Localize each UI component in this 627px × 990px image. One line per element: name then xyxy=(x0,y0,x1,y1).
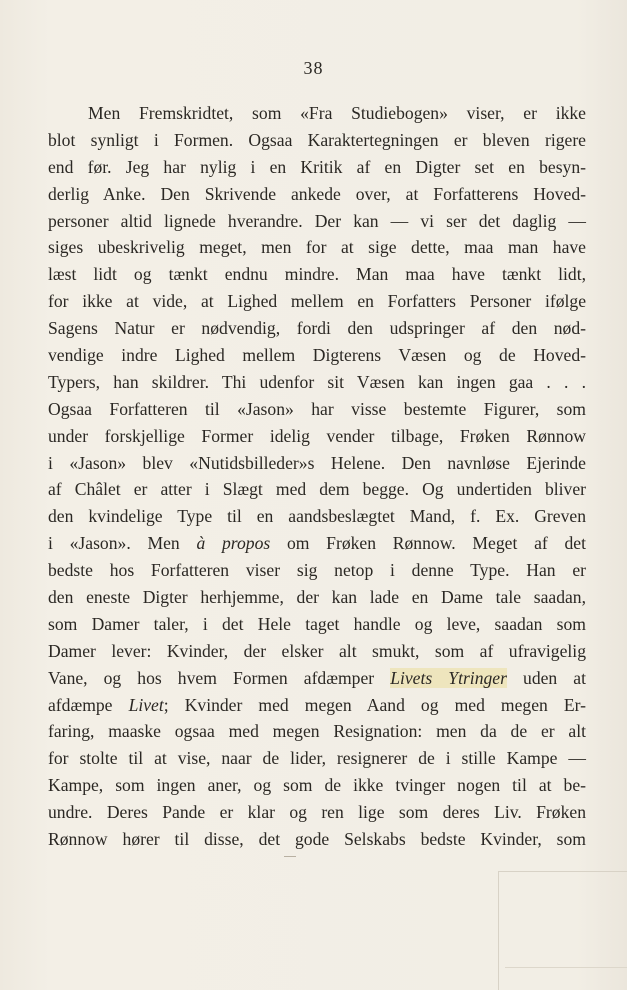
text-line: Kampe, som ingen aner, og som de ikke tvinger nogen til at be- xyxy=(48,775,586,796)
text-segment: om Frøken Rønnow. Meget af det xyxy=(270,533,586,554)
text-line-italic-phrase xyxy=(48,530,586,557)
text-line: under forskjellige Former idelig vender tilbage, Frøken Rønnow xyxy=(48,425,586,446)
page-number: 38 xyxy=(303,58,324,78)
text-line: Rønnow hører til disse, det gode Selskabs bedste Kvinder, som xyxy=(48,829,586,850)
text-line: læst lidt og tænkt endnu mindre. Man maa have tænkt lidt, xyxy=(48,264,586,285)
text-line: bedste hos Forfatteren viser sig netop i denne Type. Han er xyxy=(48,560,586,581)
text-line: Men Fremskridtet, som «Fra Studiebogen» viser, er ikke xyxy=(88,103,586,123)
text-line: for stolte til at vise, naar de lider, resignerer de i stille Kampe — xyxy=(48,748,586,769)
text-line: Sagens Natur er nødvendig, fordi den udspringer af den nød- xyxy=(48,318,586,339)
text-segment: uden at xyxy=(506,667,586,688)
text-line: Ogsaa Forfatteren til «Jason» har visse bestemte Figurer, som xyxy=(48,398,586,419)
text-line: den kvindelige Type til en aandsbeslægtet Mand, f. Ex. Greven xyxy=(48,506,586,527)
text-line: derlig Anke. Den Skrivende ankede over, at Forfatterens Hoved- xyxy=(48,183,586,204)
italic-phrase: Livet xyxy=(128,694,164,715)
text-line: i «Jason» blev «Nutidsbilleder»s Helene. Den navnløse Ejerinde xyxy=(48,452,586,473)
text-line: af Châlet er atter i Slægt med dem begge. Og undertiden bliver xyxy=(48,479,586,500)
text-segment: Vane, og hos hvem Formen afdæmper xyxy=(48,667,391,688)
text-line: undre. Deres Pande er klar og ren lige som deres Liv. Frøken xyxy=(48,802,586,823)
text-line: personer altid lignede hverandre. Der kan — vi ser det daglig — xyxy=(48,210,586,231)
text-line: som Damer taler, i det Hele taget handle og leve, saadan som xyxy=(48,613,586,634)
italic-phrase: à propos xyxy=(196,533,271,554)
text-line: for ikke at vide, at Lighed mellem en Forfatters Personer ifølge xyxy=(48,291,586,312)
text-line: siges ubeskrivelig meget, men for at sige dette, maa man have xyxy=(48,237,586,258)
text-segment: ; Kvinder med megen Aand og med megen Er- xyxy=(163,694,587,715)
text-line-italic-phrase xyxy=(48,665,586,692)
text-line: blot synligt i Formen. Ogsaa Karaktertegningen er bleven rigere xyxy=(48,129,586,150)
page-edge-mark xyxy=(505,967,627,990)
italic-phrase: Livets Ytringer xyxy=(390,667,507,688)
text-line: vendige indre Lighed mellem Digterens Væsen og de Hoved- xyxy=(48,345,586,366)
text-line: Damer lever: Kvinder, der elsker alt smukt, som af ufravigelig xyxy=(48,640,586,661)
text-line: den eneste Digter herhjemme, der kan lade en Dame tale saadan, xyxy=(48,587,586,608)
text-segment: afdæmpe xyxy=(48,694,129,715)
text-line: Typers, han skildrer. Thi udenfor sit Væsen kan ingen gaa . . . xyxy=(48,371,586,392)
print-mark xyxy=(284,856,296,857)
body-text xyxy=(48,100,586,853)
text-line: faring, maaske ogsaa med megen Resignation: men da de er alt xyxy=(48,721,586,742)
text-line: end før. Jeg har nylig i en Kritik af en Digter set en besyn- xyxy=(48,156,586,177)
text-segment: i «Jason». Men xyxy=(48,533,197,554)
text-line-italic-phrase xyxy=(48,692,586,719)
